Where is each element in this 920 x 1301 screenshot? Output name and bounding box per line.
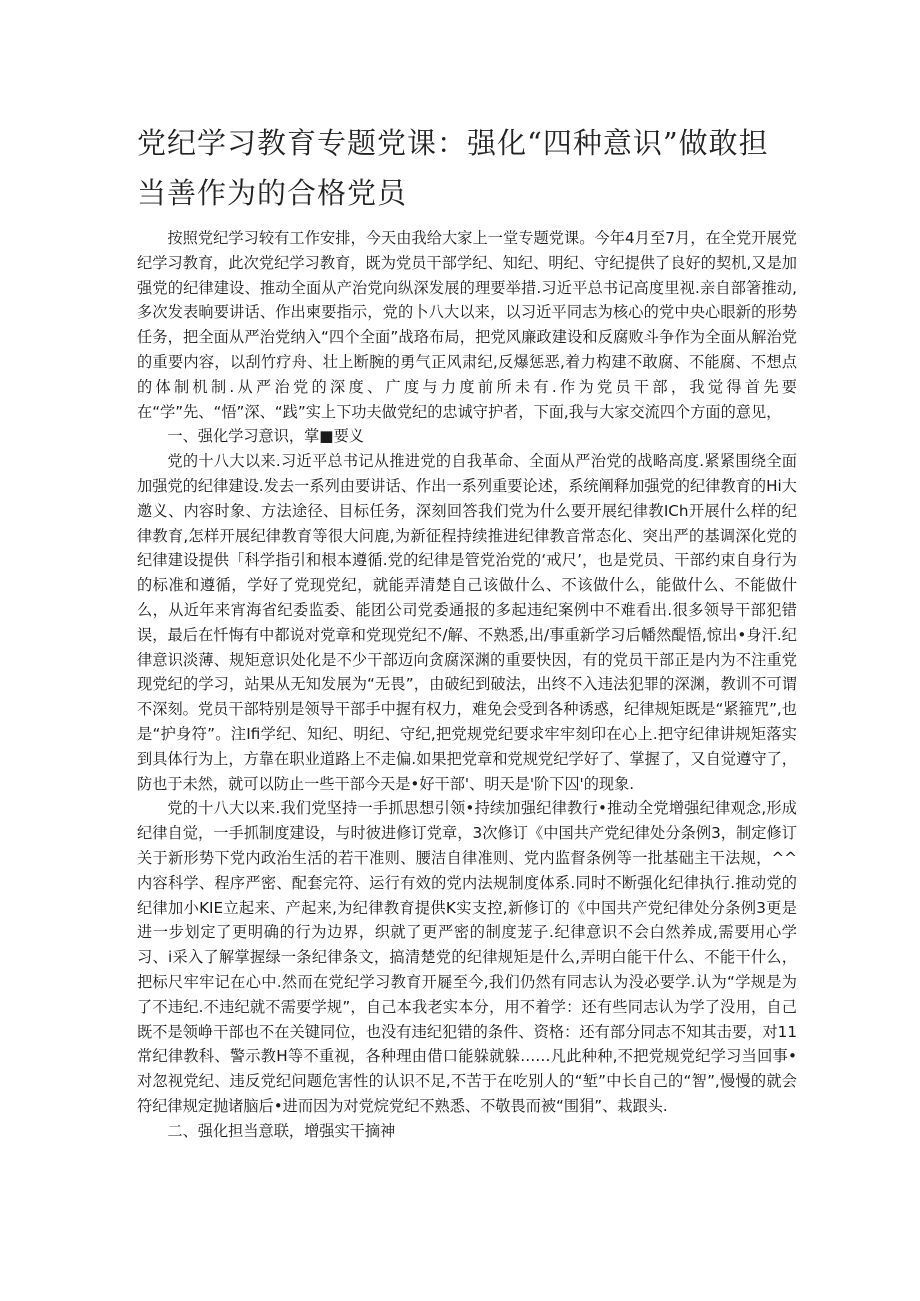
paragraph-body-1: 党的十八大以来.习近平总书记从推进党的自我革命、全面从严治党的战略高度.紧紧围绕全面加强党的纪律建设.发去一系列由要讲话、作出一系列重要论述，系统阐释加强党的纪律教育的Hi大邀义、内容时象、方法途径、目标任务，深刻回答我们党为什么要开展纪律教ICh开展什么样的纪律教育,怎样开展纪律教育等很大问鹿,为新征程持续推进纪律教音常态化、突出严的基调深化党的纪律建设提供「科学指引和根本遵循.党的纪律是管党治党的‘戒尺’，也是党员、干部约束自身行为的标准和遵循，学好了党现党纪，就能弄清楚自己该做什么、不该做什么，能做什么、不能做什么，从近年来宵海省纪委监委、能团公司党委通报的多起违纪案例中不难看出.很多领导干部犯错误，最后在忏悔有中都说对党章和党现党纪不/解、不熟悉,出/事重新学习后幡然醍悟,惊出•身汗.纪律意识淡薄、规矩意识处化是不少干部迈向贪腐深渊的重要快因，有的党员干部正是内为不注重党现党纪的学习，站果从无知发展为“无畏”，由破纪到破法，出终不入违法犯罪的深渊，教训不可谓不深刻。党员干部特别是领导干部手中握有权力，难免会受到各种诱惑，纪律规矩既是“紧箍咒”,也是“护身符”。注Ifi学纪、知纪、明纪、守纪,把党规党纪要求牢牢刻印在心上.把守纪律讲规矩落实到具体行为上，方靠在职业道路上不走偏.如果把党章和党规党纪学好了、掌握了，又自觉遵守了，防也于未然，就可以防止一些干部今天是•好干部'、明天是'阶下囚'的现象. — [137, 452, 797, 793]
section-heading-2: 二、强化担当意联，增强实干摘神 — [167, 1121, 396, 1140]
document-title: 党纪学习教育专题党课：强化“四种意识”做敢担当善作为的合格党员 — [137, 126, 769, 210]
document-body — [137, 226, 797, 1143]
paragraph-intro: 按照党纪学习较有工作安排，今天由我给大家上一堂专题党课。今年4月至7月，在全党开展党纪学习教育，此次党纪学习教育，既为党员干部学纪、知纪、明纪、守纪提供了良好的契机,又是加强党的纪律建设、推动全面从产治党向纵深发展的理要举措.习近平总书记高度里视.亲自部箸推动,多次发表晌要讲话、作出柬要指示，党的卜八大以来，以习近平同志为核心的党中央心眼新的形势任务，把全面从严治党纳入“四个全面”战珞布局，把党风廉政建设和反腐败斗争作为全面从解治党的重要内容，以刮竹疗舟、壮上断腕的勇气正风肃纪,反爆惩恶,着力构建不敢腐、不能腐、不想点的体制机制.从严治党的深度、广度与力度前所未有.作为党员干部，我觉得首先要在“学”先、“悟”深、“践”实上下功夫做党纪的忠诚守护者，下面,我与大家交流四个方面的意见， — [137, 229, 797, 421]
section-heading-1: 一、强化学习意识，掌■要义 — [167, 427, 364, 446]
paragraph-body-2: 党的十八大以来.我们党坚持一手抓思想引领•持续加强纪律教行•推动全党增强纪律观念,形成纪律自觉，一手抓制度建设，与时彼进修订党章，3次修订《中国共产党纪律处分条例3，制定修订关于新形势下党内政治生活的若干准则、腰洁自律准则、党内监督条例等一批基础主干法规，^^内容科学、程序严密、配套完符、运行有效的党内法规制度体系.同时不断强化纪律执行.推动党的纪律加小KIE立起来、产起来,为纪律教育提供K实支控,新修订的《中国共产党纪律处分条例3更是进一步划定了更明确的行为边界，织就了更严密的制度茏子.纪律意识不会白然养成,需要用心学习、i采入了解掌握绿一条纪律条文，搞清楚党的纪律规矩是什么,弄明白能干什么、不能干什么，把标尺牢牢记在心中.然而在党纪学习教育开屣至今,我们仍然有同志认为没必要学.认为“学规是为了不违纪.不违纪就不需要学规”，自己本我老实本分，用不着学：还有些同志认为学了没用，自己既不是领峥干部也不在关键同位，也没有违纪犯错的条件、资格：还有部分同志不知其击要，对11常纪律教科、警示教H等不重视，各种理由借口能躲就躲……凡此种种,不把党规党纪学习当回事•对忽视党纪、违反党纪问题危害性的认识不足,不苦于在吃别人的“堑”中长自己的“智”,慢慢的就会符纪律规定抛诸脑后•进而因为对党烷党纪不熟悉、不敬畏而被“围狷”、栽跟头. — [137, 799, 797, 1115]
